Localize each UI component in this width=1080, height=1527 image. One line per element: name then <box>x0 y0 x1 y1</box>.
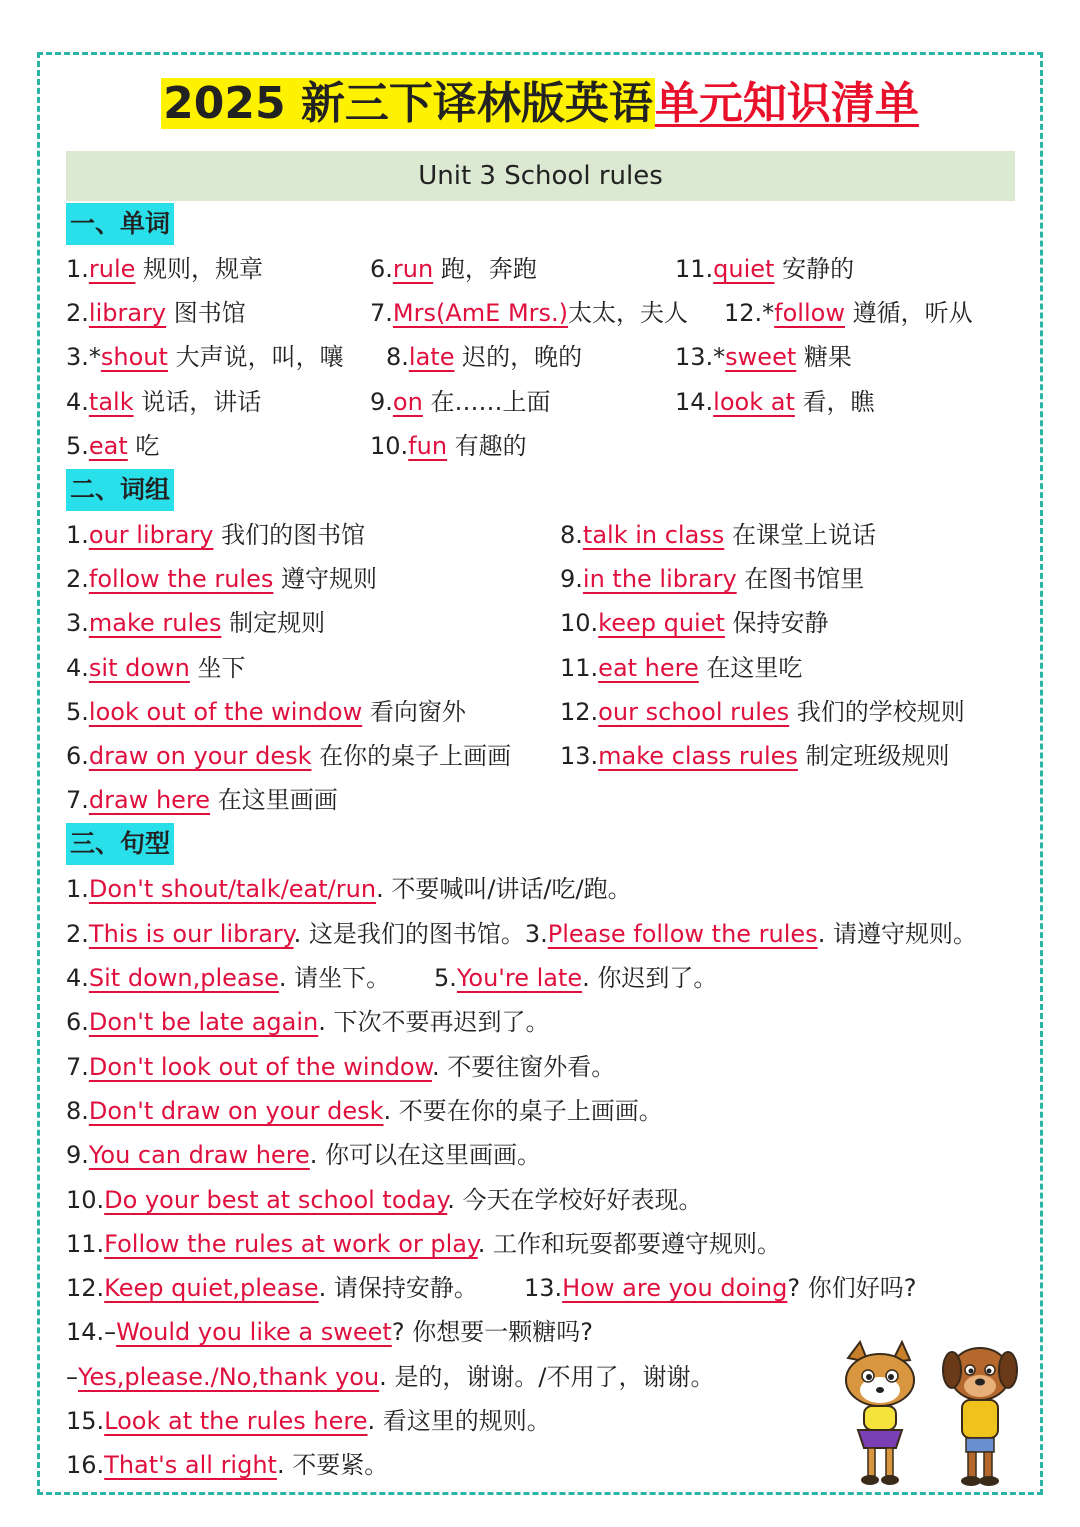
word-item: 14.look at 看，瞧 <box>675 388 875 416</box>
phrase-item: 4.sit down 坐下 <box>66 654 246 682</box>
section-sentences-heading: 三、句型 <box>66 823 174 865</box>
section-phrases-heading: 二、词组 <box>66 469 174 511</box>
phrase-item: 11.eat here 在这里吃 <box>560 654 803 682</box>
phrase-item: 8.talk in class 在课堂上说话 <box>560 521 876 549</box>
sentence-item: 16.That's all right. 不要紧。 <box>66 1451 389 1479</box>
word-item: 12.*follow 遵循，听从 <box>724 299 973 327</box>
word-item: 13.*sweet 糖果 <box>675 343 852 371</box>
unit-heading: Unit 3 School rules <box>66 151 1015 201</box>
cartoon-mascots-illustration <box>830 1340 1040 1490</box>
word-item: 9.on 在……上面 <box>370 388 551 416</box>
title-highlight: 单元知识清单 <box>654 78 919 129</box>
phrase-item: 13.make class rules 制定班级规则 <box>560 742 950 770</box>
phrase-item: 5.look out of the window 看向窗外 <box>66 698 466 726</box>
sentence-item: 12.Keep quiet,please. 请保持安静。 <box>66 1274 478 1302</box>
phrase-item: 2.follow the rules 遵守规则 <box>66 565 377 593</box>
word-item: 5.eat 吃 <box>66 432 160 460</box>
title-prefix: 2025 新三下译林版英语 <box>163 78 653 129</box>
sentence-item: 1.Don't shout/talk/eat/run. 不要喊叫/讲话/吃/跑。 <box>66 875 632 903</box>
phrase-item: 9.in the library 在图书馆里 <box>560 565 865 593</box>
phrase-item: 1.our library 我们的图书馆 <box>66 521 366 549</box>
word-item: 4.talk 说话，讲话 <box>66 388 262 416</box>
word-item: 10.fun 有趣的 <box>370 432 527 460</box>
sentence-item: 9.You can draw here. 你可以在这里画画。 <box>66 1141 542 1169</box>
page-title <box>0 66 1080 142</box>
dog-character-icon <box>943 1348 1017 1486</box>
phrase-item: 12.our school rules 我们的学校规则 <box>560 698 965 726</box>
sentence-item: 15.Look at the rules here. 看这里的规则。 <box>66 1407 551 1435</box>
phrase-item: 7.draw here 在这里画画 <box>66 786 338 814</box>
cat-character-icon <box>846 1342 914 1485</box>
sentence-item: 14.–Would you like a sweet? 你想要一颗糖吗? <box>66 1318 593 1346</box>
word-item: 7.Mrs(AmE Mrs.)太太，夫人 <box>370 299 689 327</box>
sentence-item: 11.Follow the rules at work or play. 工作和玩耍都要遵守规则。 <box>66 1230 782 1258</box>
sentence-item: 10.Do your best at school today. 今天在学校好好表现。 <box>66 1186 703 1214</box>
sentence-item: 13.How are you doing? 你们好吗? <box>524 1274 917 1302</box>
phrase-item: 10.keep quiet 保持安静 <box>560 609 829 637</box>
section-words-heading: 一、单词 <box>66 203 174 245</box>
sentence-item: 2.This is our library. 这是我们的图书馆。3.Please follow the rules. 请遵守规则。 <box>66 920 977 948</box>
sentence-item: 6.Don't be late again. 下次不要再迟到了。 <box>66 1008 550 1036</box>
sentence-item: 4.Sit down,please. 请坐下。 <box>66 964 391 992</box>
sentence-item: –Yes,please./No,thank you. 是的，谢谢。/不用了，谢谢。 <box>66 1363 715 1391</box>
sentence-item: 5.You're late. 你迟到了。 <box>434 964 718 992</box>
word-item: 8.late 迟的，晚的 <box>386 343 583 371</box>
phrase-item: 3.make rules 制定规则 <box>66 609 326 637</box>
sentence-item: 7.Don't look out of the window. 不要往窗外看。 <box>66 1053 616 1081</box>
word-item: 2.library 图书馆 <box>66 299 246 327</box>
word-item: 1.rule 规则，规章 <box>66 255 264 283</box>
sentence-item: 8.Don't draw on your desk. 不要在你的桌子上画画。 <box>66 1097 663 1125</box>
phrase-item: 6.draw on your desk 在你的桌子上画画 <box>66 742 512 770</box>
word-item: 6.run 跑，奔跑 <box>370 255 537 283</box>
word-item: 11.quiet 安静的 <box>675 255 855 283</box>
word-item: 3.*shout 大声说，叫，嚷 <box>66 343 344 371</box>
